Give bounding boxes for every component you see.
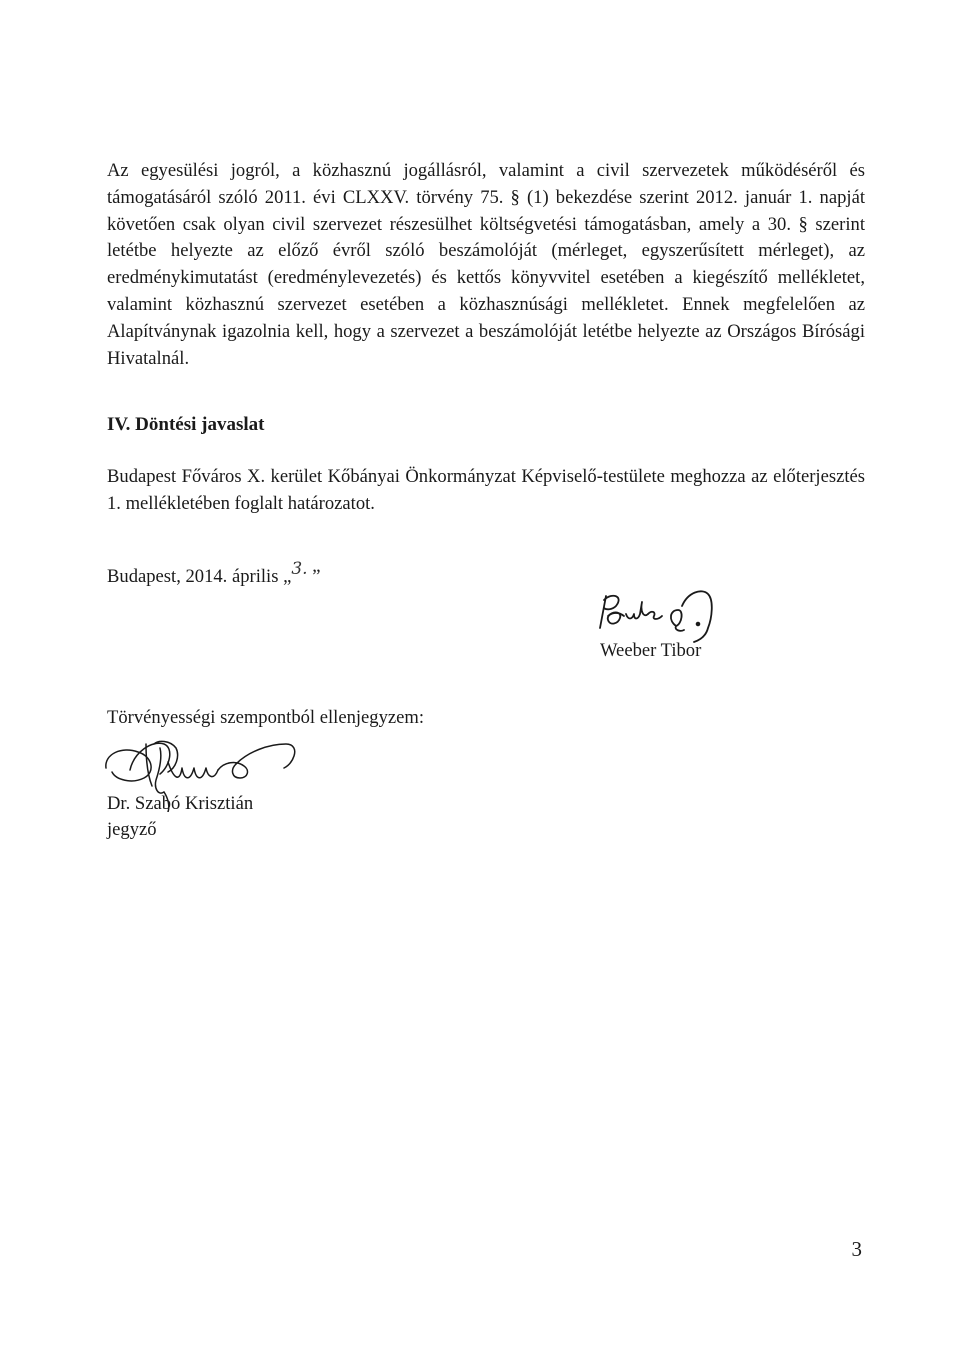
date-suffix: ” (307, 566, 321, 587)
signatory-name: Weeber Tibor (600, 640, 702, 661)
date-day-handwritten: 3. (291, 559, 308, 579)
section-heading: IV. Döntési javaslat (107, 414, 265, 435)
proposal-paragraph: Budapest Főváros X. kerület Kőbányai Önkormányzat Képviselő-testülete meghozza az előterjesztés 1. mellékletében foglalt határozatot. (107, 466, 865, 514)
date-line (107, 559, 321, 588)
legal-check-label: Törvényességi szempontból ellenjegyzem: (107, 707, 425, 728)
legal-check-name: Dr. Szabó Krisztián (107, 793, 254, 814)
date-prefix: Budapest, 2014. április „ (107, 566, 292, 587)
body-paragraph: Az egyesülési jogról, a közhasznú jogállásról, valamint a civil szervezetek működéséről és támogatásáról szóló 2011. évi CLXXV. törvény 75. § (1) bekezdése szerint 2012. január 1. napját követően csak olyan civil szervezet részesülhet költségvetési támogatásban, amely a 30. § szerint letétbe helyezte az előző évről szóló beszámolóját (mérleget, egyszerűsített mérleget), az eredménykimutatást (eredménylevezetés) és kettős könyvvitel esetében a kiegészítő mellékletet, valamint közhasznú szervezet esetében a közhasznúsági mellékletet. Ennek megfelelően az Alapítványnak igazolnia kell, hogy a szervezet a beszámolóját letétbe helyezte az Országos Bírósági Hivatalnál. (107, 160, 865, 369)
legal-check-title: jegyző (107, 819, 157, 840)
signature-weeber-tibor (590, 580, 740, 648)
page-number: 3 (851, 1237, 862, 1261)
